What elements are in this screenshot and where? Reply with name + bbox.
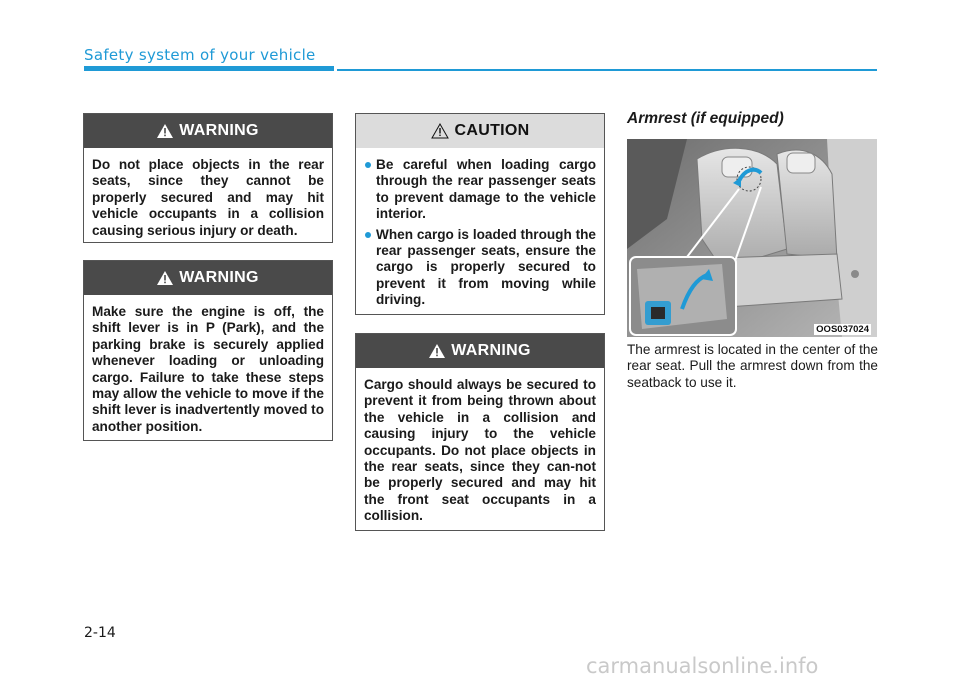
section-header-title: Safety system of your vehicle	[84, 46, 316, 64]
warning-header	[356, 334, 604, 368]
rear-seat-drawing	[627, 139, 877, 337]
warning-text: Cargo should always be secured to prevent it from being thrown about the vehicle in a collision and causing injury to the vehicle occupants. Do not place objects in the rear seats, since they can-not be properly secured and may hit the front seat occupants in a collision.	[364, 377, 596, 524]
caution-triangle-icon	[431, 123, 449, 139]
caution-item: When cargo is loaded through the rear passenger seats, ensure the cargo is properly secured to prevent it from moving while driving.	[364, 227, 596, 309]
armrest-heading: Armrest (if equipped)	[627, 110, 784, 127]
warning-triangle-icon	[157, 124, 173, 138]
warning-triangle-icon	[157, 271, 173, 285]
header-rule-thick	[84, 66, 334, 71]
warning-label: WARNING	[179, 122, 259, 139]
armrest-illustration	[627, 139, 877, 337]
armrest-description: The armrest is located in the center of the rear seat. Pull the armrest down from the seatback to use it.	[627, 342, 878, 390]
warning-label: WARNING	[451, 342, 531, 359]
warning-text: Make sure the engine is off, the shift lever is in P (Park), and the parking brake is securely applied whenever loading or unloading cargo. Failure to take these steps may allow the vehicle to move if the shift lever is inadvertently moved to another position.	[92, 304, 324, 434]
page-number: 2-14	[84, 625, 116, 641]
caution-label: CAUTION	[454, 122, 530, 139]
warning-box-rear-seats	[83, 113, 333, 243]
caution-body	[356, 148, 604, 323]
caution-box-loading-cargo	[355, 113, 605, 315]
caution-header	[356, 114, 604, 148]
watermark: carmanualsonline.info	[586, 654, 819, 678]
warning-header	[84, 261, 332, 295]
header-rule-thin	[337, 69, 877, 71]
warning-triangle-icon	[429, 344, 445, 358]
warning-box-cargo-secured	[355, 333, 605, 531]
caution-list	[364, 157, 596, 309]
caution-item: Be careful when loading cargo through the rear passenger seats to prevent damage to the vehicle interior.	[364, 157, 596, 223]
warning-box-engine-off	[83, 260, 333, 441]
warning-header	[84, 114, 332, 148]
warning-text: Do not place objects in the rear seats, since they cannot be properly secured and may hit vehicle occupants in a collision causing serious injury or death.	[92, 157, 324, 238]
figure-code: OOS037024	[816, 324, 869, 335]
warning-label: WARNING	[179, 269, 259, 286]
